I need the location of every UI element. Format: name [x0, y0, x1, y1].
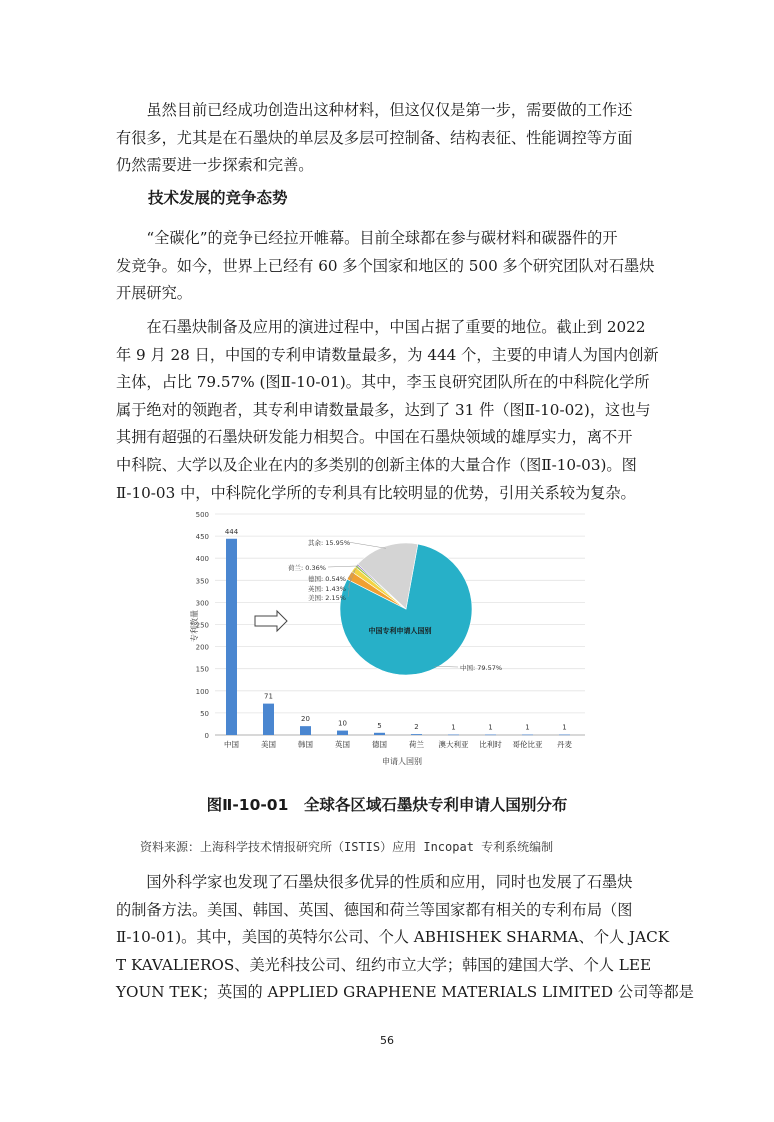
bar-4 — [374, 733, 385, 735]
text-line: Ⅱ-10-01)。其中，美国的英特尔公司、个人 ABHISHEK SHARMA、个人 JACK — [116, 928, 670, 947]
paragraph-competition — [116, 225, 661, 308]
bar-value-label: 71 — [264, 692, 273, 701]
y-tick-label: 400 — [195, 555, 209, 564]
text-line: 中科院、大学以及企业在内的多类别的创新主体的大量合作（图Ⅱ-10-03)。图 — [116, 455, 637, 474]
y-tick-label: 500 — [195, 511, 209, 519]
paragraph-china — [116, 314, 661, 507]
y-tick-label: 200 — [195, 643, 209, 652]
bar-value-label: 444 — [224, 527, 239, 536]
text-line: 的制备方法。美国、韩国、英国、德国和荷兰等国家都有相关的专利布局（图 — [116, 900, 633, 919]
text-line: 虽然目前已经成功创造出这种材料，但这仅仅是第一步，需要做的工作还 — [116, 101, 633, 119]
text-line: “全碳化”的竞争已经拉开帷幕。目前全球都在参与碳材料和碳器件的开 — [116, 229, 618, 247]
pie-label: 荷兰: 0.36% — [288, 564, 326, 572]
x-tick-label: 美国 — [261, 740, 276, 749]
bar-3 — [337, 731, 348, 735]
paragraph-foreign — [116, 869, 694, 1007]
x-tick-label: 比利时 — [479, 740, 502, 749]
patent-chart — [185, 508, 593, 773]
x-tick-label: 荷兰 — [409, 740, 424, 749]
text-line: 国外科学家也发现了石墨炔很多优异的性质和应用，同时也发展了石墨炔 — [116, 873, 633, 891]
text-line: 仍然需要进一步探索和完善。 — [116, 156, 314, 175]
bar-9 — [559, 735, 570, 736]
page-number: 56 — [380, 1034, 394, 1047]
text-line: Ⅱ-10-03 中，中科院化学所的专利具有比较明显的优势，引用关系较为复杂。 — [116, 483, 636, 502]
text-line: 属于绝对的领跑者，其专利申请数量最多，达到了 31 件（图Ⅱ-10-02)，这也与 — [116, 400, 651, 419]
x-axis-label: 申请人国别 — [382, 757, 422, 766]
y-axis-label: 专利数量 — [190, 610, 199, 642]
pie-label: 英国: 1.43% — [308, 585, 346, 593]
y-tick-label: 350 — [195, 577, 209, 586]
bar-2 — [300, 726, 311, 735]
bar-value-label: 1 — [451, 723, 456, 732]
x-tick-label: 澳大利亚 — [438, 740, 469, 749]
pie-label: 中国: 79.57% — [460, 664, 503, 672]
x-tick-label: 中国 — [224, 740, 239, 749]
bar-value-label: 10 — [338, 719, 347, 728]
bar-6 — [448, 735, 459, 736]
text-line: T KAVALIEROS、美光科技公司、纽约市立大学；韩国的建国大学、个人 LEE — [116, 955, 652, 974]
text-line: 开展研究。 — [116, 284, 192, 303]
figure-patent-chart — [185, 508, 593, 773]
pie-label: 德国: 0.54% — [308, 575, 346, 583]
y-tick-label: 100 — [195, 687, 209, 696]
bar-value-label: 1 — [562, 723, 567, 732]
section-heading: 技术发展的竞争态势 — [148, 189, 288, 207]
x-tick-label: 德国 — [372, 740, 387, 749]
pie-label: 其余: 15.95% — [308, 539, 351, 547]
text-line: 有很多，尤其是在石墨炔的单层及多层可控制备、结构表征、性能调控等方面 — [116, 128, 633, 147]
bar-value-label: 2 — [414, 723, 419, 732]
paragraph-intro — [116, 97, 661, 180]
bar-value-label: 20 — [301, 715, 310, 724]
text-line: 主体，占比 79.57% (图Ⅱ-10-01)。其中，李玉良研究团队所在的中科院化学所 — [116, 373, 650, 392]
y-tick-label: 250 — [195, 621, 209, 630]
y-tick-label: 450 — [195, 533, 209, 542]
bar-value-label: 5 — [377, 721, 382, 730]
bar-value-label: 1 — [525, 723, 530, 732]
y-tick-label: 50 — [200, 709, 209, 718]
figure-source: 资料来源：上海科学技术情报研究所（ISTIS）应用 Incopat 专利系统编制 — [140, 840, 554, 854]
y-tick-label: 0 — [204, 732, 209, 740]
text-line: YOUN TEK；英国的 APPLIED GRAPHENE MATERIALS LIMITED 公司等都是 — [116, 983, 694, 1002]
y-tick-label: 300 — [195, 599, 209, 608]
pie-title: 中国专利申请人国别 — [368, 627, 432, 635]
x-tick-label: 韩国 — [298, 740, 313, 749]
pie-label: 美国: 2.15% — [308, 594, 346, 602]
text-line: 发竞争。如今，世界上已经有 60 多个国家和地区的 500 多个研究团队对石墨炔 — [116, 256, 655, 275]
bar-5 — [411, 734, 422, 735]
bar-0 — [226, 539, 237, 735]
x-tick-label: 丹麦 — [557, 740, 572, 749]
x-tick-label: 哥伦比亚 — [512, 740, 543, 749]
bar-1 — [263, 704, 274, 735]
text-line: 在石墨炔制备及应用的演进过程中，中国占据了重要的地位。截止到 2022 — [116, 318, 646, 336]
figure-caption: 图Ⅱ-10-01 全球各区域石墨炔专利申请人国别分布 — [206, 796, 568, 814]
x-tick-label: 英国 — [335, 740, 350, 749]
text-line: 其拥有超强的石墨炔研发能力相契合。中国在石墨炔领域的雄厚实力，离不开 — [116, 428, 633, 447]
bar-7 — [485, 735, 496, 736]
bar-8 — [522, 735, 533, 736]
y-tick-label: 150 — [195, 665, 209, 674]
bar-value-label: 1 — [488, 723, 493, 732]
text-line: 年 9 月 28 日，中国的专利申请数量最多，为 444 个，主要的申请人为国内创新 — [116, 345, 659, 364]
